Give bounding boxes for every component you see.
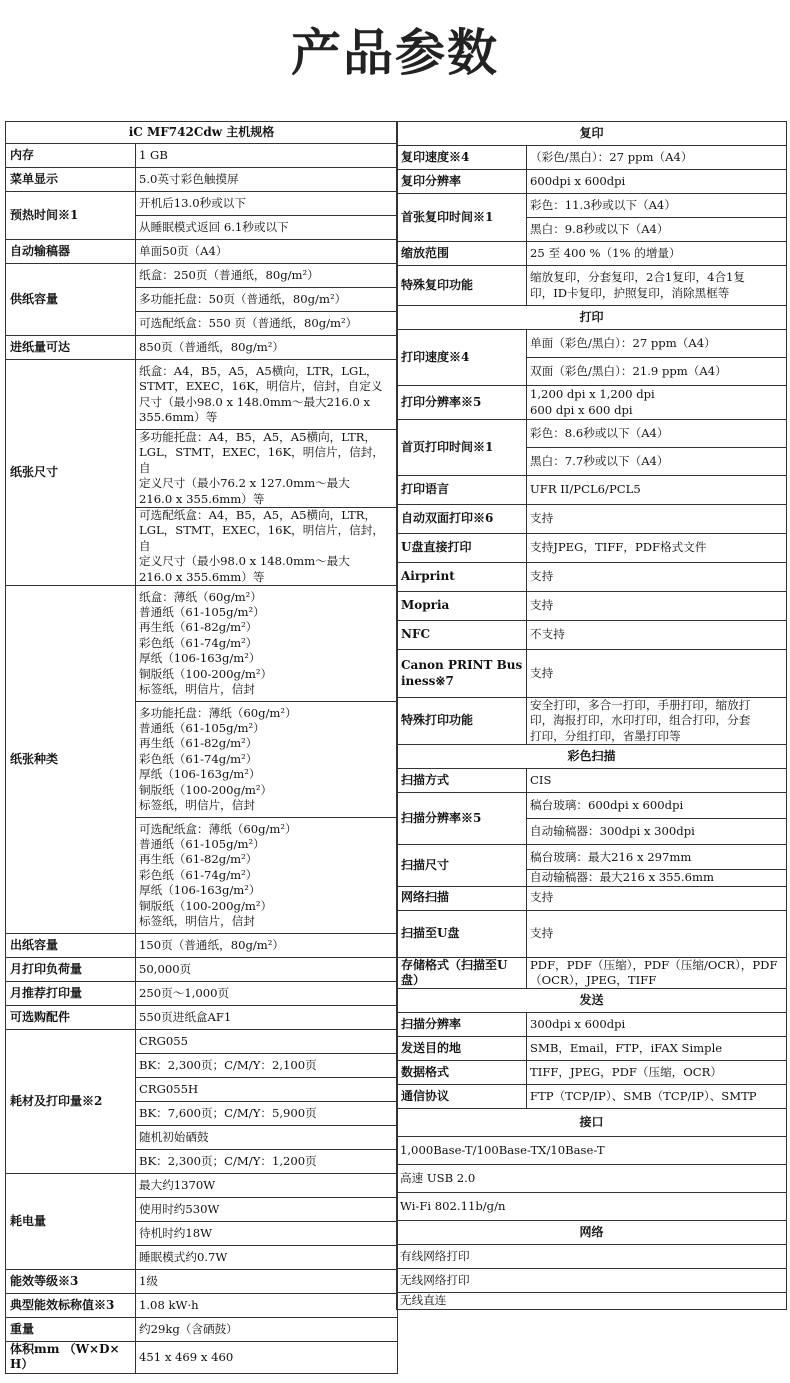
section-title: 发送 — [397, 989, 787, 1013]
spec-label: 典型能效标称值※3 — [6, 1294, 136, 1318]
table-row — [397, 1085, 787, 1109]
table-row — [397, 476, 787, 505]
spec-label: 自动双面打印※6 — [397, 505, 527, 534]
spec-label: 复印分辨率 — [397, 170, 527, 194]
spec-value: 开机后13.0秒或以下 — [136, 192, 398, 216]
spec-value: 随机初始硒鼓 — [136, 1126, 398, 1150]
table-row — [397, 330, 787, 358]
spec-label: 特殊复印功能 — [397, 266, 527, 306]
spec-value: Wi-Fi 802.11b/g/n — [397, 1193, 787, 1221]
spec-label: 复印速度※4 — [397, 146, 527, 170]
spec-label: 能效等级※3 — [6, 1270, 136, 1294]
table-row — [6, 1318, 398, 1342]
table-row — [6, 360, 398, 430]
spec-value: 稿台玻璃：600dpi x 600dpi — [527, 793, 787, 819]
spec-value: 有线网络打印 — [397, 1245, 787, 1269]
spec-value: SMB，Email，FTP，iFAX Simple — [527, 1037, 787, 1061]
table-row — [397, 505, 787, 534]
section-title: iC MF742Cdw 主机规格 — [6, 122, 398, 144]
spec-value: BK：7,600页；C/M/Y：5,900页 — [136, 1102, 398, 1126]
spec-value: 使用时约530W — [136, 1198, 398, 1222]
spec-value: 稿台玻璃：最大216 x 297mm — [527, 845, 787, 870]
section-title: 接口 — [397, 1109, 787, 1137]
section-row — [397, 306, 787, 330]
table-row — [397, 650, 787, 698]
page-title: 产品参数 — [291, 24, 499, 82]
table-row — [397, 845, 787, 870]
spec-value: 300dpi x 600dpi — [527, 1013, 787, 1037]
table-row — [397, 420, 787, 448]
table-row — [397, 146, 787, 170]
spec-value: 高速 USB 2.0 — [397, 1165, 787, 1193]
spec-value: 纸盒：250页（普通纸，80g/m²） — [136, 264, 398, 288]
table-row — [397, 793, 787, 819]
spec-value: 最大约1370W — [136, 1174, 398, 1198]
spec-label: 耗电量 — [6, 1174, 136, 1270]
spec-label: 首张复印时间※1 — [397, 194, 527, 242]
spec-value: 支持 — [527, 563, 787, 592]
spec-value: 1,200 dpi x 1,200 dpi 600 dpi x 600 dpi — [527, 386, 787, 420]
spec-label: 扫描分辨率 — [397, 1013, 527, 1037]
spec-label: 重量 — [6, 1318, 136, 1342]
section-row — [6, 122, 398, 144]
spec-label: U盘直接打印 — [397, 534, 527, 563]
spec-value: 250页～1,000页 — [136, 982, 398, 1006]
spec-value: BK：2,300页；C/M/Y：1,200页 — [136, 1150, 398, 1174]
spec-label: 耗材及打印量※2 — [6, 1030, 136, 1174]
table-row — [397, 1245, 787, 1269]
spec-label: Canon PRINT Business※7 — [397, 650, 527, 698]
table-row — [6, 240, 398, 264]
spec-value: 睡眠模式约0.7W — [136, 1246, 398, 1270]
spec-value: 可选配纸盒：薄纸（60g/m²） 普通纸（61-105g/m²） 再生纸（61-82g/m²） 彩色纸（61-74g/m²） 厚纸（106-163g/m²） 铜版纸（100-200g/m²） 标签纸，明信片，信封 — [136, 818, 398, 934]
spec-label: 月推荐打印量 — [6, 982, 136, 1006]
spec-label: 菜单显示 — [6, 168, 136, 192]
spec-label: 月打印负荷量 — [6, 958, 136, 982]
table-row — [397, 1269, 787, 1293]
spec-value: 支持 — [527, 886, 787, 910]
table-row — [397, 1193, 787, 1221]
section-row — [397, 1109, 787, 1137]
spec-label: 扫描方式 — [397, 769, 527, 793]
table-row — [6, 144, 398, 168]
spec-label: 纸张种类 — [6, 586, 136, 934]
spec-value: 纸盒：薄纸（60g/m²） 普通纸（61-105g/m²） 再生纸（61-82g/m²） 彩色纸（61-74g/m²） 厚纸（106-163g/m²） 铜版纸（100-200g/m²） 标签纸，明信片，信封 — [136, 586, 398, 702]
table-row — [397, 266, 787, 306]
spec-value: 25 至 400 %（1% 的增量） — [527, 242, 787, 266]
spec-label: 存储格式（扫描至U盘） — [397, 957, 527, 989]
spec-value: CRG055H — [136, 1078, 398, 1102]
spec-label: 可选购配件 — [6, 1006, 136, 1030]
spec-table-right — [396, 121, 787, 1310]
spec-value: 黑白：9.8秒或以下（A4） — [527, 218, 787, 242]
spec-label: 自动输稿器 — [6, 240, 136, 264]
spec-value: 1 GB — [136, 144, 398, 168]
table-row — [397, 534, 787, 563]
table-row — [6, 586, 398, 702]
table-row — [397, 194, 787, 218]
spec-value: 850页（普通纸，80g/m²） — [136, 336, 398, 360]
table-row — [397, 1061, 787, 1085]
spec-label: 扫描分辨率※5 — [397, 793, 527, 845]
spec-value: 安全打印，多合一打印，手册打印，缩放打 印，海报打印，水印打印，组合打印，分套 打印，分组打印，省墨打印等 — [527, 698, 787, 745]
spec-value: TIFF，JPEG，PDF（压缩，OCR） — [527, 1061, 787, 1085]
section-title: 打印 — [397, 306, 787, 330]
table-row — [6, 336, 398, 360]
spec-value: 多功能托盘：A4，B5，A5，A5横向，LTR， LGL，STMT，EXEC，16K，明信片，信封，自 定义尺寸（最小76.2 x 127.0mm～最大 216.0 x 355.6mm）等 — [136, 430, 398, 508]
table-row — [397, 592, 787, 621]
section-row — [397, 1221, 787, 1245]
section-title: 彩色扫描 — [397, 745, 787, 769]
table-row — [397, 170, 787, 194]
spec-label: 扫描尺寸 — [397, 845, 527, 886]
spec-value: 451 x 469 x 460 — [136, 1342, 398, 1374]
spec-value: UFR II/PCL6/PCL5 — [527, 476, 787, 505]
spec-value: 缩放复印，分套复印，2合1复印，4合1复 印，ID卡复印，护照复印，消除黑框等 — [527, 266, 787, 306]
spec-label: 发送目的地 — [397, 1037, 527, 1061]
spec-label: 纸张尺寸 — [6, 360, 136, 586]
spec-label: Airprint — [397, 563, 527, 592]
table-row — [397, 886, 787, 910]
section-row — [397, 989, 787, 1013]
table-row — [397, 1137, 787, 1165]
spec-value: 不支持 — [527, 621, 787, 650]
spec-value: 多功能托盘：薄纸（60g/m²） 普通纸（61-105g/m²） 再生纸（61-82g/m²） 彩色纸（61-74g/m²） 厚纸（106-163g/m²） 铜版纸（100-200g/m²） 标签纸，明信片，信封 — [136, 702, 398, 818]
spec-label: Mopria — [397, 592, 527, 621]
spec-label: 打印语言 — [397, 476, 527, 505]
spec-value: CIS — [527, 769, 787, 793]
spec-value: PDF，PDF（压缩），PDF（压缩/OCR），PDF （OCR），JPEG，TIFF — [527, 957, 787, 989]
spec-label: NFC — [397, 621, 527, 650]
spec-label: 数据格式 — [397, 1061, 527, 1085]
spec-value: 无线直连 — [397, 1293, 787, 1309]
spec-value: 自动输稿器：300dpi x 300dpi — [527, 819, 787, 845]
spec-label: 缩放范围 — [397, 242, 527, 266]
table-row — [6, 1174, 398, 1198]
table-row — [6, 1270, 398, 1294]
table-row — [6, 958, 398, 982]
spec-label: 体积mm （W×D×H） — [6, 1342, 136, 1374]
table-row — [6, 1294, 398, 1318]
spec-label: 通信协议 — [397, 1085, 527, 1109]
spec-value: FTP（TCP/IP）、SMB（TCP/IP）、SMTP — [527, 1085, 787, 1109]
spec-label: 扫描至U盘 — [397, 910, 527, 957]
table-row — [6, 1342, 398, 1374]
spec-value: 自动输稿器：最大216 x 355.6mm — [527, 870, 787, 886]
table-row — [6, 168, 398, 192]
spec-label: 打印分辨率※5 — [397, 386, 527, 420]
table-row — [397, 1037, 787, 1061]
spec-value: （彩色/黑白）：27 ppm（A4） — [527, 146, 787, 170]
spec-value: 纸盒：A4，B5，A5，A5横向，LTR，LGL， STMT，EXEC，16K，明信片，信封，自定义 尺寸（最小98.0 x 148.0mm～最大216.0 x 355.6mm）等 — [136, 360, 398, 430]
spec-label: 预热时间※1 — [6, 192, 136, 240]
table-row — [6, 1006, 398, 1030]
spec-label: 内存 — [6, 144, 136, 168]
table-row — [397, 1165, 787, 1193]
spec-value: 双面（彩色/黑白）：21.9 ppm（A4） — [527, 358, 787, 386]
spec-value: 单面50页（A4） — [136, 240, 398, 264]
spec-value: 1,000Base-T/100Base-TX/10Base-T — [397, 1137, 787, 1165]
table-row — [397, 1293, 787, 1309]
table-row — [397, 563, 787, 592]
spec-value: 支持 — [527, 505, 787, 534]
spec-value: 可选配纸盒：A4，B5，A5，A5横向，LTR， LGL，STMT，EXEC，16K，明信片，信封，自 定义尺寸（最小98.0 x 148.0mm～最大 216.0 x 355.6mm）等 — [136, 508, 398, 586]
spec-value: 彩色：11.3秒或以下（A4） — [527, 194, 787, 218]
spec-value: 黑白：7.7秒或以下（A4） — [527, 448, 787, 476]
table-row — [6, 192, 398, 216]
spec-value: 可选配纸盒：550 页（普通纸，80g/m²） — [136, 312, 398, 336]
section-title: 网络 — [397, 1221, 787, 1245]
table-row — [397, 910, 787, 957]
table-row — [397, 621, 787, 650]
spec-value: 待机时约18W — [136, 1222, 398, 1246]
spec-value: 550页进纸盒AF1 — [136, 1006, 398, 1030]
spec-value: 5.0英寸彩色触摸屏 — [136, 168, 398, 192]
spec-value: 1.08 kW·h — [136, 1294, 398, 1318]
spec-value: 50,000页 — [136, 958, 398, 982]
table-row — [397, 769, 787, 793]
spec-label: 供纸容量 — [6, 264, 136, 336]
table-row — [397, 386, 787, 420]
table-row — [397, 698, 787, 745]
spec-value: 600dpi x 600dpi — [527, 170, 787, 194]
spec-value: 从睡眠模式返回 6.1秒或以下 — [136, 216, 398, 240]
section-row — [397, 745, 787, 769]
spec-label: 进纸量可达 — [6, 336, 136, 360]
spec-value: 支持 — [527, 592, 787, 621]
spec-value: 支持 — [527, 650, 787, 698]
spec-label: 首页打印时间※1 — [397, 420, 527, 476]
spec-label: 网络扫描 — [397, 886, 527, 910]
spec-value: 约29kg（含硒鼓） — [136, 1318, 398, 1342]
table-row — [6, 982, 398, 1006]
spec-label: 打印速度※4 — [397, 330, 527, 386]
spec-value: 彩色：8.6秒或以下（A4） — [527, 420, 787, 448]
spec-table-left — [5, 121, 398, 1374]
spec-value: 无线网络打印 — [397, 1269, 787, 1293]
table-row — [397, 242, 787, 266]
section-title: 复印 — [397, 122, 787, 146]
spec-value: 多功能托盘：50页（普通纸，80g/m²） — [136, 288, 398, 312]
spec-value: 支持JPEG，TIFF，PDF格式文件 — [527, 534, 787, 563]
spec-value: 单面（彩色/黑白）：27 ppm（A4） — [527, 330, 787, 358]
spec-label: 出纸容量 — [6, 934, 136, 958]
table-row — [6, 1030, 398, 1054]
table-row — [6, 264, 398, 288]
table-row — [397, 1013, 787, 1037]
spec-value: 150页（普通纸，80g/m²） — [136, 934, 398, 958]
section-row — [397, 122, 787, 146]
spec-value: BK：2,300页；C/M/Y：2,100页 — [136, 1054, 398, 1078]
spec-value: 1级 — [136, 1270, 398, 1294]
spec-label: 特殊打印功能 — [397, 698, 527, 745]
spec-value: 支持 — [527, 910, 787, 957]
spec-value: CRG055 — [136, 1030, 398, 1054]
table-row — [6, 934, 398, 958]
table-row — [397, 957, 787, 989]
